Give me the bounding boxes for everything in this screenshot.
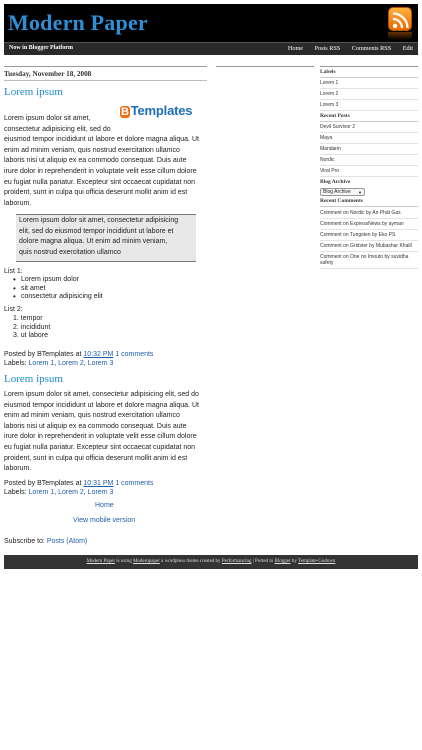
list-item: 2. incididunt	[13, 323, 51, 331]
rss-icon-reflection	[388, 32, 412, 40]
post-footer	[4, 480, 153, 497]
mobile-version-link[interactable]: View mobile version	[73, 517, 136, 524]
main-column-rule	[4, 66, 207, 67]
nav-posts-rss-link[interactable]: Posts RSS	[314, 45, 341, 52]
footer-text: is using	[116, 559, 132, 564]
post-body-line: eu fugiat nulla pariatur. Excepteur sint occaecat cupidatat non	[4, 178, 196, 186]
post-body-line: eiusmod tempor incididunt ut labore et dolore magna aliqua. Ut	[4, 401, 199, 409]
sidebar-label-link[interactable]: Lorem 2	[320, 91, 418, 100]
post-title[interactable]: Lorem ipsum	[4, 373, 63, 385]
btemplates-logo-text: Templates	[130, 103, 193, 118]
subscribe-prefix: Subscribe to:	[4, 538, 45, 545]
blog-archive-select[interactable]	[320, 188, 365, 196]
blog-archive-select-value: Blog Archive	[323, 189, 351, 195]
labels-prefix: Labels:	[4, 488, 27, 496]
quote-line: quis nostrud exercitation ullamco	[19, 248, 121, 256]
footer-modernpaper-link[interactable]: Modernpaper	[132, 559, 160, 564]
posted-by-text: Posted by BTemplates at	[4, 480, 82, 487]
nav-comments-rss-link[interactable]: Comments RSS	[351, 45, 392, 52]
sidebar-heading-labels: Labels	[320, 69, 336, 75]
post-body	[4, 390, 208, 475]
list-item: 1. tempor	[13, 315, 43, 322]
label-link[interactable]: Lorem 2	[58, 488, 84, 496]
recent-comment-link[interactable]: Comment on Nordic by An Phát Gas	[320, 210, 418, 219]
recent-post-link[interactable]: Maya	[320, 135, 418, 144]
bullet-list	[13, 276, 103, 302]
label-link[interactable]: Lorem 1	[28, 359, 55, 367]
label-link[interactable]: Lorem 1	[28, 488, 55, 496]
date-divider	[4, 80, 207, 81]
date-header: Tuesday, November 18, 2008	[4, 70, 92, 78]
recent-comment-link[interactable]: Comment on ExpressNews by ayman	[320, 221, 418, 230]
labels-prefix: Labels:	[4, 359, 27, 367]
footer-credits	[4, 559, 418, 564]
post-body-line: irure dolor in reprehenderit in voluptate velit esse cillum dolore	[4, 167, 197, 175]
post-body-line: irure dolor in reprehenderit in voluptate velit esse cillum dolore	[4, 433, 197, 441]
sidebar-heading-blog-archive: Blog Archive	[320, 179, 351, 185]
recent-comment-link[interactable]: Comment on Gridster by Mubashar Khalil	[320, 243, 418, 252]
post-timestamp-link[interactable]: 10:32 PM	[83, 351, 114, 358]
post-body	[4, 114, 208, 209]
footer-theme-link[interactable]: Modern Paper	[86, 559, 116, 564]
sidebar-heading-recent-comments: Recent Comments	[320, 198, 363, 204]
nav-edit-link[interactable]: Edit	[402, 45, 413, 52]
sidebar-heading-rule	[320, 77, 418, 78]
posted-by-text: Posted by BTemplates at	[4, 351, 82, 358]
list-item: • sit amet	[13, 285, 103, 294]
footer-text: a wordpress theme created by	[161, 559, 221, 564]
btemplates-logo-letter: B	[121, 106, 129, 118]
post-body-line: laborum.	[4, 465, 32, 473]
chevron-down-icon: ▼	[358, 190, 362, 195]
sidebar-heading-recent-posts: Recent Posts	[320, 113, 350, 119]
recent-comment-link[interactable]: Comment on Tungsten by Eko PS	[320, 232, 418, 241]
recent-post-link[interactable]: Mandarin	[320, 146, 418, 155]
list-item: • consectetur adipisicing elit	[13, 293, 103, 302]
numbered-list	[13, 315, 50, 341]
footer-text: by	[291, 559, 297, 564]
post-footer	[4, 351, 153, 368]
label-link[interactable]: Lorem 3	[87, 488, 114, 496]
quote-line: dolore magna aliqua. Ut enim ad minim veniam,	[19, 238, 168, 245]
sidebar-label-link[interactable]: Lorem 3	[320, 102, 418, 111]
nav-bar	[4, 42, 418, 55]
sidebar-column-rule	[320, 66, 418, 67]
footer-blogger-link[interactable]: Blogger	[274, 559, 291, 564]
list-1-label: List 1:	[4, 268, 23, 275]
comments-link[interactable]: 1 comments	[115, 480, 154, 487]
blog-description: Now in Blogger Platform	[9, 45, 74, 51]
nav-home-link[interactable]: Home	[287, 45, 304, 52]
footer-author-link[interactable]: Performancing	[221, 559, 252, 564]
site-title[interactable]: Modern Paper	[8, 10, 148, 35]
label-link[interactable]: Lorem 2	[58, 359, 84, 367]
recent-comment-link[interactable]: Comment on One no Imouto by suvidha safety	[320, 254, 418, 269]
post-byline	[4, 351, 153, 360]
sidebar-heading-rule	[320, 206, 418, 207]
blockquote	[16, 214, 196, 262]
site-footer	[4, 555, 418, 569]
site-header	[4, 4, 418, 42]
recent-post-link[interactable]: Viral Pro	[320, 168, 418, 177]
post-body-line: proident, sunt in culpa qui officia deserunt mollit anim id est	[4, 454, 188, 462]
label-link[interactable]: Lorem 3	[87, 359, 114, 367]
post-body-line: consectetur adipisicing elit, sed do	[4, 125, 111, 133]
footer-text: | Ported to	[252, 559, 274, 564]
recent-post-link[interactable]: Nordic	[320, 157, 418, 166]
post-title[interactable]: Lorem ipsum	[4, 86, 63, 98]
post-byline	[4, 480, 153, 489]
post-body-line: Lorem ipsum dolor sit amet,	[4, 115, 91, 122]
post-body-line: enim ad minim veniam, quis nostrud exercitation ullamco	[4, 412, 180, 420]
sidebar-heading-rule	[320, 121, 418, 122]
subscribe-atom-link[interactable]: Posts (Atom)	[46, 538, 88, 545]
post-labels: Labels: Lorem 1, Lorem 2, Lorem 3	[4, 488, 114, 496]
quote-line: Lorem ipsum dolor sit amet, consectetur adipisicing	[19, 217, 179, 224]
post-body-line: enim ad minim veniam, quis nostrud exercitation ullamco	[4, 146, 180, 154]
post-body-line: laboris nisi ut aliquip ex ea commodo consequat. Duis aute	[4, 422, 187, 430]
recent-post-link[interactable]: Devil Survivor 2	[320, 124, 418, 133]
sidebar-label-link[interactable]: Lorem 1	[320, 80, 418, 89]
list-2-label: List 2:	[4, 306, 23, 313]
post-timestamp-link[interactable]: 10:31 PM	[83, 480, 114, 487]
post-body-line: laborum.	[4, 199, 32, 207]
list-item: • Lorem ipsum dolor	[13, 276, 103, 285]
post-body-line: Lorem ipsum dolor sit amet, consectetur adipisicing elit, sed do	[4, 391, 199, 398]
home-link[interactable]: Home	[95, 502, 114, 509]
middle-column-rule	[216, 66, 314, 67]
quote-line: elit, sed do eiusmod tempor incididunt ut labore et	[19, 227, 174, 235]
post-body-line: eiusmod tempor incididunt ut labore et dolore magna aliqua. Ut	[4, 136, 199, 144]
list-item: 3. ut labore	[13, 332, 49, 339]
post-labels: Labels: Lorem 1, Lorem 2, Lorem 3	[4, 359, 114, 367]
post-body-line: laboris nisi ut aliquip ex ea commodo consequat. Duis aute	[4, 157, 187, 165]
nav-links	[278, 45, 413, 52]
comments-link[interactable]: 1 comments	[115, 351, 154, 358]
rss-icon[interactable]	[388, 7, 412, 31]
footer-porter-link[interactable]: Template-Godown	[298, 559, 336, 564]
post-body-line: eu fugiat nulla pariatur. Excepteur sint occaecat cupidatat non	[4, 443, 196, 451]
subscribe-line	[4, 538, 87, 545]
post-body-line: proident, sunt in culpa qui officia deserunt mollit anim id est	[4, 189, 188, 197]
